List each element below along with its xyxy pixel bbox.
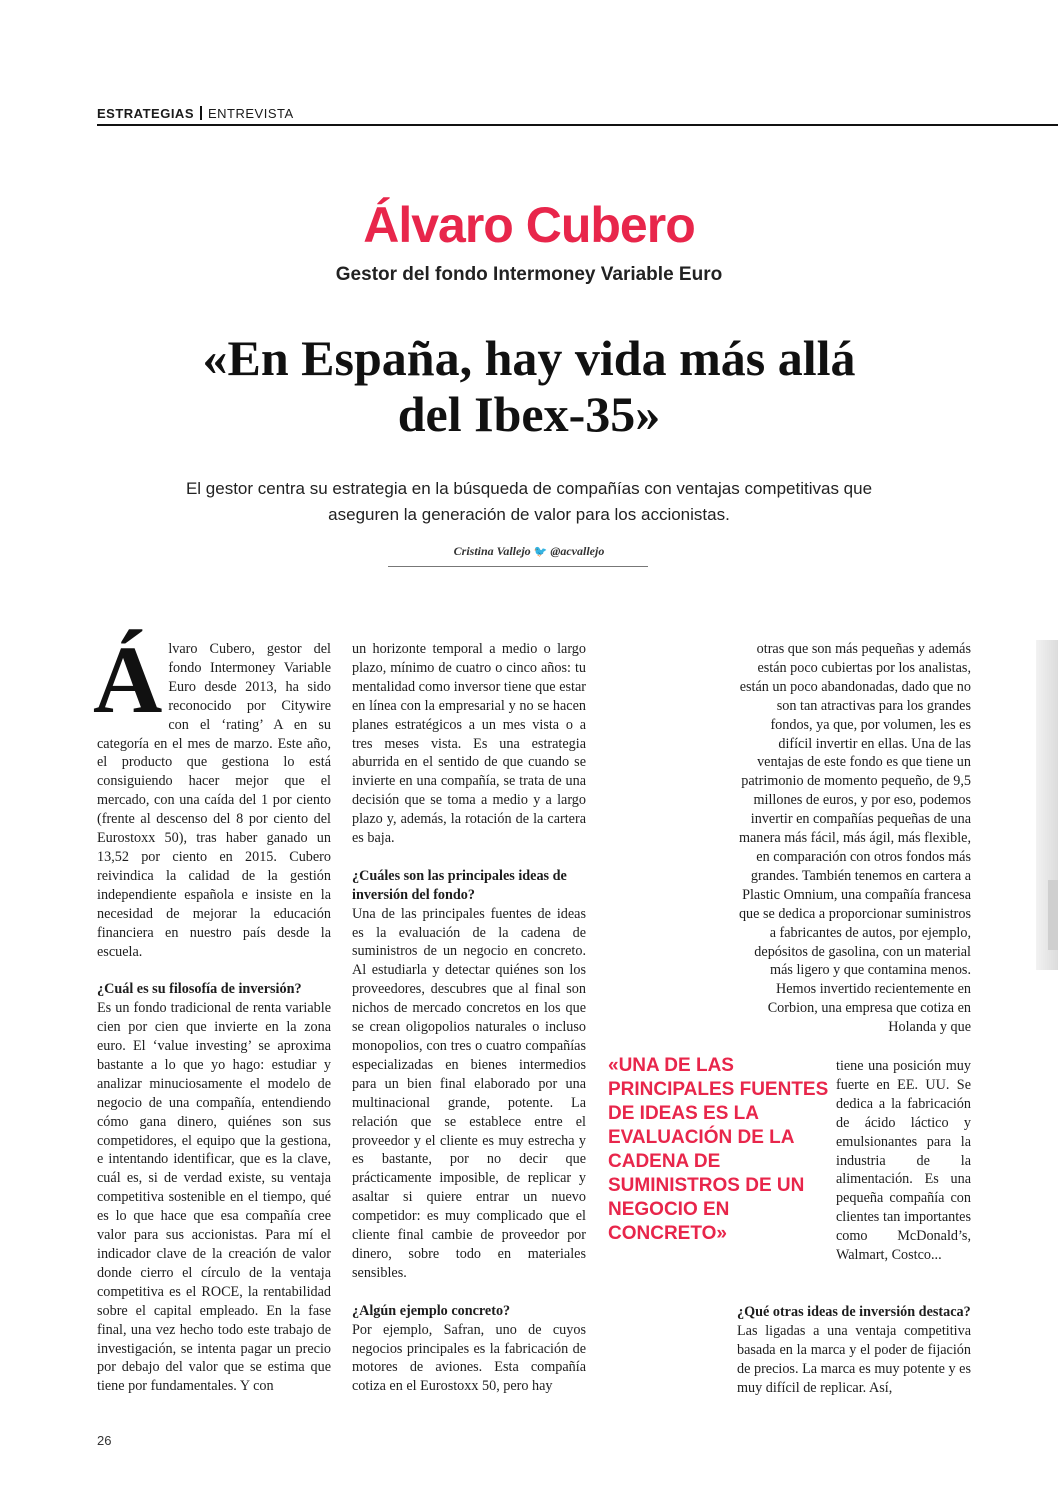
paragraph: Las ligadas a una ventaja competitiva basada en la marca y el poder de fijación de precios. La marca es muy potente y es muy difícil de replicar. Así, [737,1322,971,1396]
paragraph: Una de las principales fuentes de ideas es la evaluación de la cadena de suministros de un negocio en concreto. Al estudiarla y detectar quiénes son los proveedores, descubres que al final son nichos de mercado concretos en los que se crean oligopolios naturales o incluso monopolios, con tres o cuatro compañías especializadas en bienes intermedios para un bien final elaborado por una multinacional grande, potente. La relación que se establece entre el proveedor y el cliente es muy estrecha y es bastante, por no decir que prácticamente imposible, de replicar y asaltar si quiere entrar un nuevo competidor: es muy complicado que el cliente final cambie de proveedor por dinero, sobre todo en materiales sensibles. [352,905,586,1281]
interviewee-name: Álvaro Cubero [363,197,695,253]
question: ¿Algún ejemplo concreto? [352,1302,511,1319]
paragraph-text: lvaro Cubero, gestor del fondo Intermoney Variable Euro desde 2013, ha sido reconocido por Citywire con el ‘rating’ A en su categoría en el mes de marzo. Este año, el producto que gestiona lo está consiguiendo hacer mejor que el mercado, con una caída del 1 por ciento (frente al descenso del 8 por ciento del Eurostoxx 50), tras haber ganado un 13,52 por ciento en 2015. Cubero reivindica la calidad de la gestión independiente española e insiste en la necesidad de mejorar la educación financiera en nuestro país desde la escuela. [97,641,331,960]
interviewee-role: Gestor del fondo Intermoney Variable Euro [335,264,723,285]
intro-line-2: aseguren la generación de valor para los accionistas. [328,505,730,524]
text-column-1 [93,626,331,1396]
paragraph: un horizonte temporal a medio o largo plazo, mínimo de cuatro o cinco años: tu mentalidad como inversor tiene que estar en línea con la empresarial y no se hacen planes estratégicos a un mes vista o a tres meses vista. Es una estrategia aburrida en el sentido de que cuando se invierte en una compañía, se trata de una decisión que se toma a medio y a largo plazo y, además, la rotación de la cartera es baja. [352,641,586,847]
section-label: ESTRATEGIAS [97,106,194,121]
twitter-handle[interactable]: @acvallejo [550,544,605,558]
pull-quote: «UNA DE LAS PRINCIPALES FUENTES DE IDEAS ES LA EVALUACIÓN DE LA CADENA DE SUMINISTROS DE UN NEGOCIO EN CONCRETO» [608,1055,829,1244]
header-rule [97,124,1058,126]
drop-cap: Á [93,626,163,733]
paragraph: tiene una posición muy fuerte en EE. UU. Se dedica a la fabricación de ácido láctico y emulsionantes para la industria de la alimentación. Es una pequeña compañía con clientes tan importantes como McDonald’s, Walmart, Costco... [836,1058,971,1264]
paragraph: Por ejemplo, Safran, uno de cuyos negocios principales es la fabricación de motores de aviones. Esta compañía cotiza en el Eurostoxx 50, pero hay [352,1321,586,1395]
intro-text [150,476,908,528]
byline-rule [388,566,648,567]
subsection-label: ENTREVISTA [208,106,294,121]
page-number: 26 [97,1433,112,1448]
text-column-2 [352,640,586,1396]
paragraph: Es un fondo tradicional de renta variable cien por cien que invierte en la zona euro. El ‘value investing’ se aproxima bastante a lo que yo hago: estudiar y analizar minuciosamente el modelo de negocio de una compañía, entendiendo cómo gana dinero, quiénes son sus competidores, el equipo que la gestiona, e intentando identificar, que es la clave, cuál es, si de verdad existe, su ventaja competitiva sostenible en el tiempo, qué es lo que hace que esa compañía cree valor para sus accionistas. Para mí el indicador clave de la creación de valor donde cierro el círculo de la ventaja competitiva es el ROCE, la rentabilidad sobre el capital empleado. En la fase final, una vez hecho todo este trabajo de investigación, se intenta pagar un precio por debajo del valor que se estima que tiene por fundamentales. Y con [97,1000,331,1395]
background-decoration-accent [1048,880,1058,950]
author-name: Cristina Vallejo [453,544,531,558]
section-divider [200,106,202,120]
twitter-icon: 🐦 [533,546,548,558]
text-column-3-bottom [737,1303,971,1398]
question: ¿Cuáles son las principales ideas de inversión del fondo? [352,867,567,903]
byline [0,544,1058,559]
question: ¿Qué otras ideas de inversión destaca? [737,1304,971,1320]
headline-line-1: «En España, hay vida más allá [202,330,856,386]
headline [60,330,998,442]
text-column-3-top [737,640,971,1037]
intro-line-1: El gestor centra su estrategia en la búsqueda de compañías con ventajas competitivas que [185,479,873,498]
section-header [97,106,294,121]
paragraph: otras que son más pequeñas y además están poco cubiertas por los analistas, están un poco abandonadas, dado que no son tan atractivas para los grandes fondos, ya que, por volumen, les es difícil invertir en ellas. Una de las ventajas de este fondo es que tiene un patrimonio de momento pequeño, de 9,5 millones de euros, y por eso, podemos invertir en compañías pequeñas de una manera más fácil, más ágil, más flexible, en comparación con otros fondos más grandes. También tenemos en cartera a Plastic Omnium, una compañía francesa que se dedica a proporcionar suministros a fabricantes de autos, por ejemplo, depósitos de gasolina, con un material más ligero y que contamina menos. Hemos invertido recientemente en Corbion, una empresa que cotiza en Holanda y que [738,641,971,1036]
paragraph [93,626,331,961]
text-column-3-narrow [836,1057,971,1265]
headline-line-2: del Ibex-35» [397,386,661,442]
question: ¿Cuál es su filosofía de inversión? [97,981,302,998]
